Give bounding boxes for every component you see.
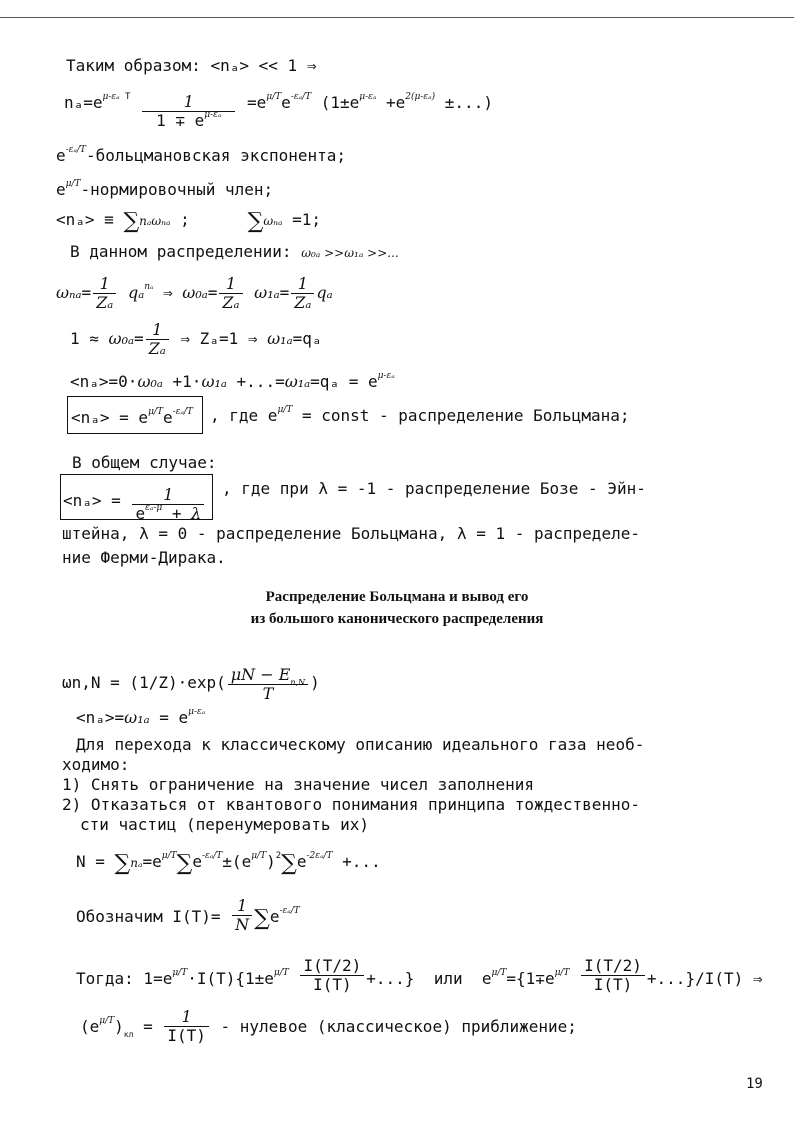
- text-line: 1) Снять ограничение на значение чисел заполнения: [62, 775, 535, 794]
- text-line: штейна, λ = 0 - распределение Больцмана, λ = 1 - распределе-: [62, 524, 640, 543]
- togda-formula: Тогда: $1=e^{\mu/T}\cdot I(T)\{1\pm e^{\mu/T}$ $\frac{I(T/2)}{I(T)}$ +...} или $e^{\mu/T}=\{1\mp e^{\mu/T}$ $\frac{I(T/2)}{I(T)}$ +...}/I(T) ⇒: [76, 956, 763, 994]
- section-heading-1: Распределение Больцмана и вывод его: [265, 589, 529, 605]
- text-line: 2) Отказаться от квантового понимания принципа тождественно-: [62, 795, 640, 814]
- na-omega1: $<n_a>=\omega_{1a} = e^{\mu-\varepsilon_a}$: [76, 707, 206, 727]
- text-line: Для перехода к классическому описанию идеального газа необ-: [76, 735, 645, 754]
- text-line: Таким образом: <nₐ> << 1 ⇒: [66, 56, 317, 75]
- top-rule: [0, 17, 794, 18]
- omega-nN-formula: ωn,N = (1/Z)·exp( $\frac{\mu N - E_{n,N}}{T}$ ): [62, 665, 320, 703]
- it-definition: Обозначим I(T)= $\frac{1}{N}$ $\sum e^{-\varepsilon_a/T}$: [76, 896, 300, 934]
- za-equation: 1 ≈ ω₀ₐ= $\frac{1}{\text{Zₐ}}$ ⇒ Zₐ=1 ⇒ ω₁ₐ=qₐ: [70, 320, 322, 358]
- n-sum-formula: $N = \sum n_a=e^{\mu/T}\sum e^{-\varepsilon_a/T}\pm(e^{\mu/T})^2\sum e^{-2\varepsilon_a/T}$ +...: [76, 851, 381, 876]
- boltzmann-box-formula: $<n_a> = e^{\mu/T}e^{-\varepsilon_a/T}$: [71, 407, 193, 427]
- mean-occupation-line: <nₐ> ≡ ∑nₐωₙₐ ; ∑ωₙₐ =1;: [56, 209, 322, 234]
- boltzmann-caption: , где $e^{\mu/T}$ = const - распределение Больцмана;: [210, 405, 630, 425]
- boltzmann-exponent-line: $e^{-\varepsilon_a/T}$-больцмановская экспонента;: [56, 145, 347, 165]
- text-line: сти частиц (перенумеровать их): [80, 815, 369, 834]
- omega-definition: ωₙₐ= $\frac{1}{\text{Zₐ}}$ qₐ$^{n_a}$ ⇒ ω₀ₐ= $\frac{1}{\text{Zₐ}}$ ω₁ₐ= $\frac{1}{\text{Zₐ}}$ qₐ: [56, 274, 333, 312]
- na-sum-equation: $<n_a>=0\cdot\omega_{0a} +1\cdot\omega_{1a} +...=\omega_{1a}=q_a = e^{\mu-\varepsilon_a}$: [70, 371, 395, 391]
- general-box-formula: <nₐ> = $\frac{1}{e^{\varepsilon_a-\mu} + \lambda}$: [63, 484, 206, 519]
- page-number: 19: [746, 1076, 763, 1092]
- ekl-formula: $(e^{\mu/T})_{кл}$ = $\frac{1}{I(T)}$ - нулевое (классическое) приближение;: [80, 1007, 577, 1045]
- distribution-line: В данном распределении: ω₀ₐ >>ω₁ₐ >>...: [70, 242, 399, 261]
- formula-na-expansion: $n_a=e^{\mu-\varepsilon_a}$ $^T$ $\frac{1}{1 \mp e^{\mu-\varepsilon_a}}$ $=e^{\mu/T}e^{-\varepsilon_a/T}$ ($1\pm e^{\mu-\varepsilon_a} +e^{2(\mu-\varepsilon_a)}$ ±...): [64, 92, 493, 130]
- text-line: ходимо:: [62, 755, 130, 774]
- text-line: ние Ферми-Дирака.: [62, 548, 226, 567]
- normalization-line: $e^{\mu/T}$-нормировочный член;: [56, 179, 274, 199]
- general-caption: , где при λ = -1 - распределение Бозе - Эйн-: [222, 479, 646, 498]
- general-case: В общем случае:: [72, 453, 217, 472]
- section-heading-2: из большого канонического распределения: [250, 611, 544, 627]
